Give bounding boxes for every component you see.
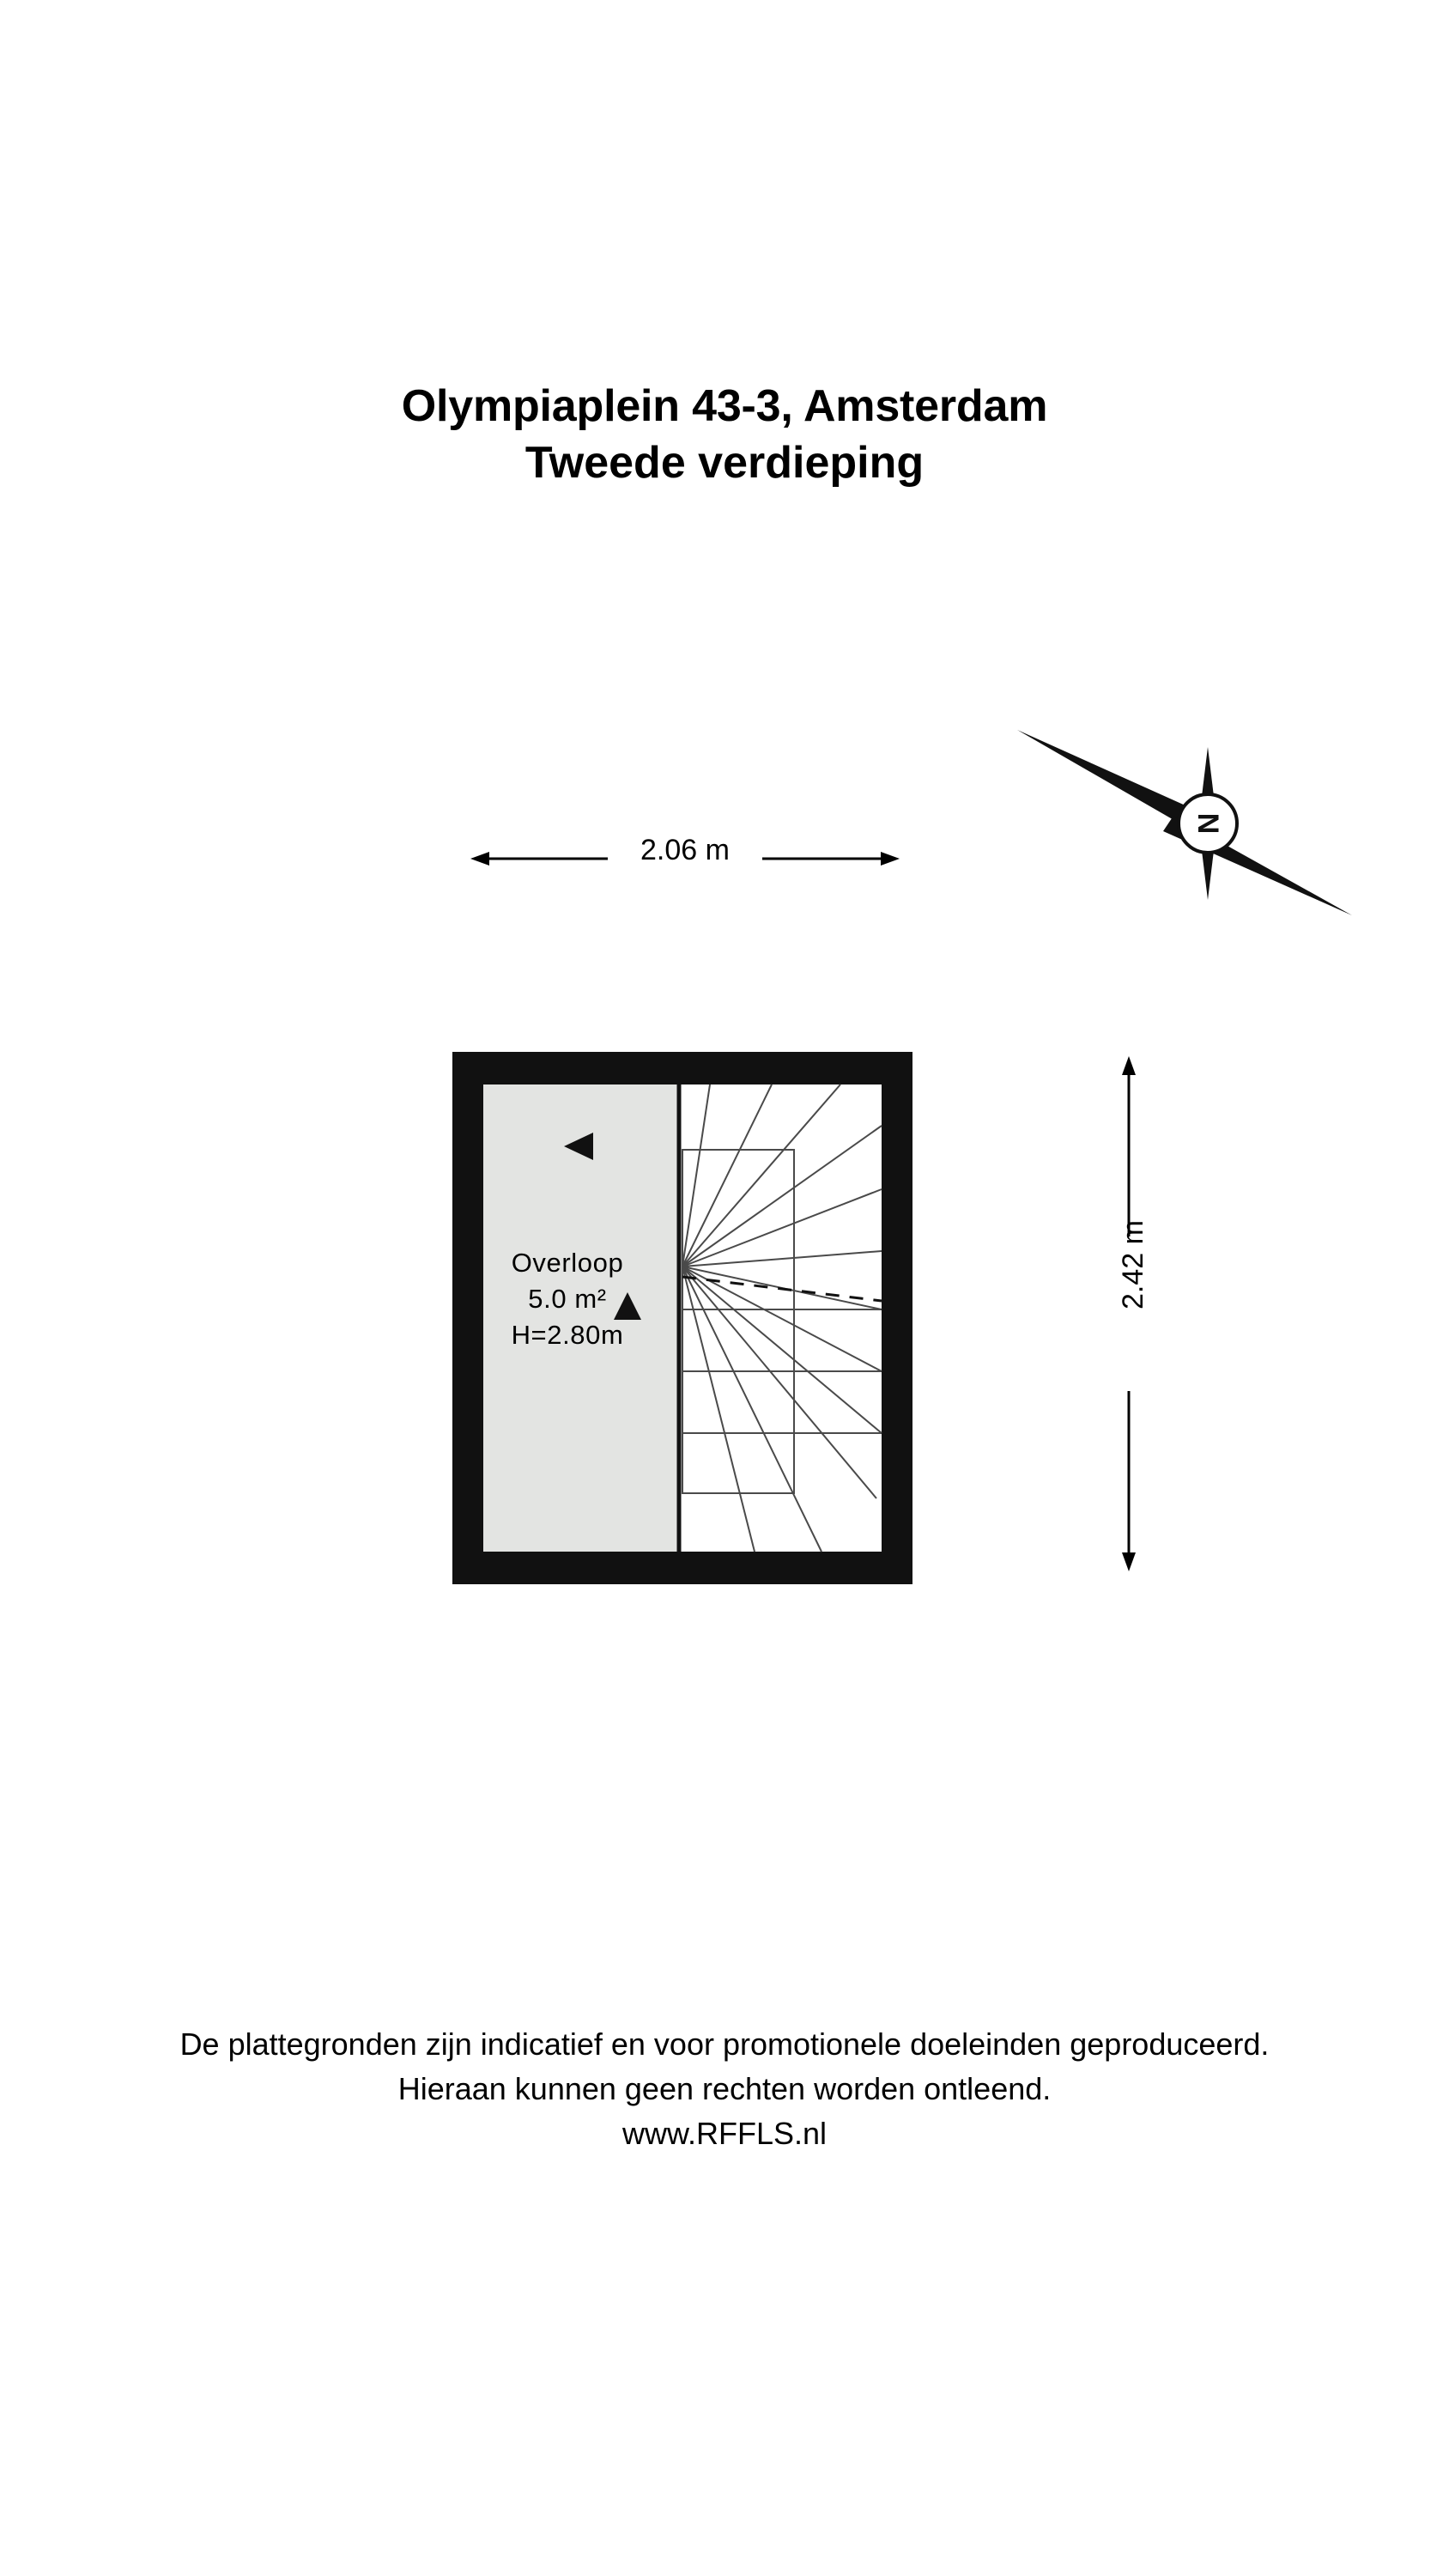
title-address: Olympiaplein 43-3, Amsterdam (401, 381, 1048, 431)
dimension-width (470, 833, 900, 893)
room-height: H=2.80m (511, 1320, 624, 1350)
footer-line-2: Hieraan kunnen geen rechten worden ontleend. (397, 2071, 1052, 2106)
dimension-width-label: 2.06 m (640, 834, 730, 866)
dimension-height (1073, 1056, 1185, 1571)
room-area: 5.0 m² (528, 1284, 607, 1314)
footer-line-1: De plattegronden zijn indicatief en voor promotionele doeleinden geproduceerd. (179, 2026, 1270, 2062)
footer-disclaimer (0, 2022, 1449, 2156)
compass-rose (1017, 721, 1352, 927)
dimension-height-label: 2.42 m (1117, 1220, 1149, 1309)
footer-website: www.RFFLS.nl (621, 2116, 828, 2151)
room-name: Overloop (511, 1248, 624, 1278)
compass-north-letter: N (1191, 812, 1224, 835)
room-label-overloop (452, 1245, 682, 1353)
page-title (0, 378, 1449, 491)
title-floor: Tweede verdieping (524, 438, 925, 488)
